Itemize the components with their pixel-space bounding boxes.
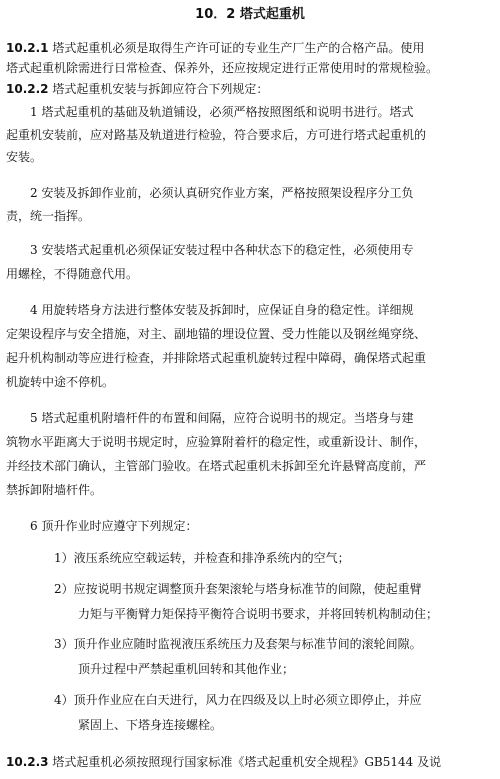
clause-10-2-1-line-1 <box>6 40 424 56</box>
item-4-line-4: 机旋转中途不停机。 <box>6 375 115 389</box>
section-title: 10．2 塔式起重机 <box>195 7 305 22</box>
item-4-line-1: 4 用旋转塔身方法进行整体安装及拆卸时，应保证自身的稳定性。详细规 <box>30 303 414 317</box>
item-5-line-1: 5 塔式起重机附墙杆件的布置和间隔，应符合说明书的规定。当塔身与建 <box>30 411 414 425</box>
item-5-line-3: 并经技术部门确认，主管部门验收。在塔式起重机未拆卸至允许悬臂高度前，严 <box>6 459 427 473</box>
item-2-line-2: 责，统一指挥。 <box>6 209 91 223</box>
item-6-sub-3-line-1: 3）顶升作业应随时监视液压系统压力及套架与标准节间的滚轮间隙。 <box>54 637 422 651</box>
item-4-line-2: 定架设程序与安全措施，对主、副地锚的埋设位置、受力性能以及钢丝绳穿绕、 <box>6 327 427 341</box>
item-6-sub-2-line-1: 2）应按说明书规定调整顶升套架滚轮与塔身标准节的间隙，使起重臂 <box>54 582 422 596</box>
item-6-intro: 6 顶升作业时应遵守下列规定： <box>30 519 198 533</box>
clause-number: 10.2.3 <box>6 755 49 769</box>
clause-text: 塔式起重机安装与拆卸应符合下列规定： <box>52 82 269 96</box>
clause-text: 塔式起重机必须按照现行国家标准《塔式起重机安全规程》GB5144 及说 <box>52 755 442 769</box>
item-3-line-1: 3 安装塔式起重机必须保证安装过程中各种状态下的稳定性，必须使用专 <box>30 243 414 257</box>
item-3-line-2: 用螺栓，不得随意代用。 <box>6 267 139 281</box>
item-5-line-4: 禁拆卸附墙杆件。 <box>6 483 103 497</box>
item-4-line-3: 起升机构制动等应进行检查，并排除塔式起重机旋转过程中障碍，确保塔式起重 <box>6 351 427 365</box>
clause-text: 塔式起重机必须是取得生产许可证的专业生产厂生产的合格产品。使用 <box>52 41 425 55</box>
item-6-sub-3-line-2: 顶升过程中严禁起重机回转和其他作业； <box>78 662 295 676</box>
item-5-line-2: 筑物水平距离大于说明书规定时，应验算附着杆的稳定性，或重新设计、制作， <box>6 435 427 449</box>
item-6-sub-4-line-1: 4）顶升作业应在白天进行，风力在四级及以上时必须立即停止，并应 <box>54 693 422 707</box>
clause-10-2-2-intro <box>6 81 268 97</box>
clause-number: 10.2.2 <box>6 82 49 96</box>
item-1-line-1: 1 塔式起重机的基础及轨道铺设，必须严格按照图纸和说明书进行。塔式 <box>30 105 414 119</box>
item-2-line-1: 2 安装及拆卸作业前，必须认真研究作业方案，严格按照架设程序分工负 <box>30 186 414 200</box>
clause-number: 10.2.1 <box>6 41 49 55</box>
item-1-line-2: 起重机安装前，应对路基及轨道进行检验，符合要求后，方可进行塔式起重机的 <box>6 128 427 142</box>
item-6-sub-4-line-2: 紧固上、下塔身连接螺栓。 <box>78 718 223 732</box>
item-6-sub-2-line-2: 力矩与平衡臂力矩保持平衡符合说明书要求，并将回转机构制动住； <box>78 607 439 621</box>
clause-10-2-3-line-1 <box>6 754 441 770</box>
item-1-line-3: 安装。 <box>6 150 43 164</box>
item-6-sub-1-line-1: 1）液压系统应空载运转，并检查和排净系统内的空气； <box>54 551 350 565</box>
clause-10-2-1-line-2: 塔式起重机除需进行日常检查、保养外，还应按规定进行正常使用时的常规检验。 <box>6 61 439 75</box>
